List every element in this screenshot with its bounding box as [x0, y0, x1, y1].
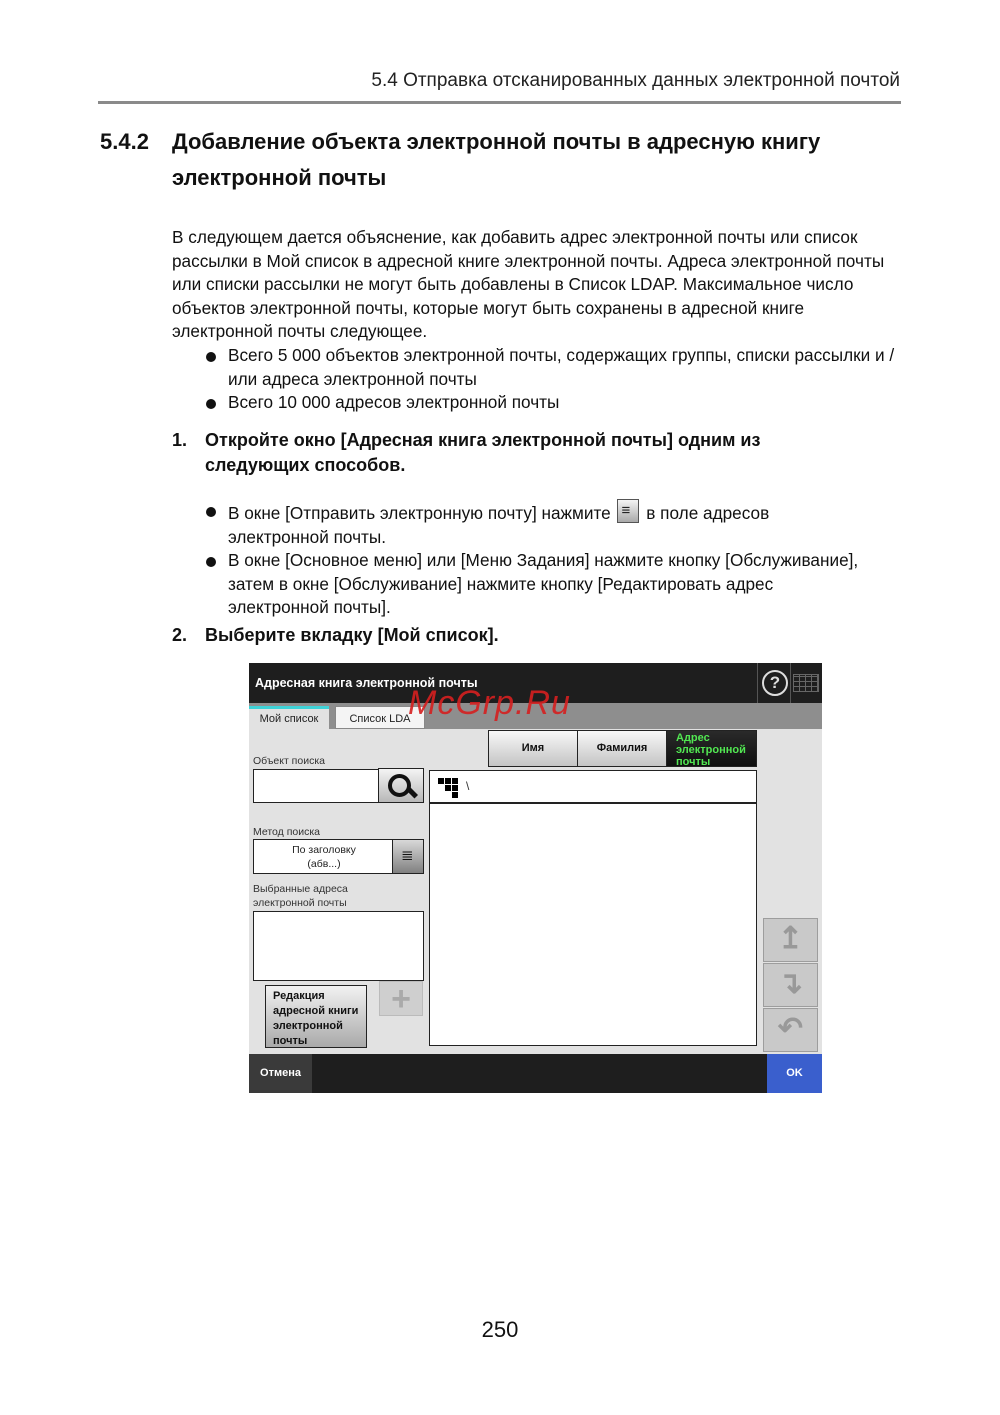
add-button[interactable] — [379, 981, 423, 1016]
move-up-icon: ↥ — [777, 922, 804, 955]
keyboard-button[interactable] — [790, 663, 822, 703]
sort-by-first-name-button[interactable]: Имя — [488, 730, 578, 767]
method-value-line1: По заголовку — [292, 844, 356, 856]
list-dropdown-icon — [617, 499, 639, 523]
intro-block — [172, 226, 902, 415]
section-title: Добавление объекта электронной почты в адресную книгу электронной почты — [172, 129, 821, 190]
window-title: Адресная книга электронной почты — [255, 676, 478, 690]
bullet-icon — [206, 399, 216, 409]
method-label: Метод поиска — [253, 826, 321, 838]
search-label: Объект поиска — [253, 755, 325, 767]
list-item — [172, 499, 872, 549]
bullet-icon — [206, 352, 216, 362]
step-text: Выберите вкладку [Мой список]. — [205, 625, 499, 645]
plus-icon: + — [391, 980, 411, 1018]
selected-addresses-list[interactable] — [253, 911, 424, 981]
list-dropdown-icon: ≣ — [401, 847, 414, 864]
edit-address-book-button[interactable]: Редакция адресной книги электронной почты — [265, 985, 367, 1048]
step-number: 1. — [172, 430, 188, 450]
list-item — [172, 549, 872, 620]
method-value-line2: (абв...) — [307, 858, 341, 870]
bullet-text: В окне [Отправить электронную почту] нажмите — [228, 503, 611, 523]
bullet-text: В окне [Основное меню] или [Меню Задания] нажмите кнопку [Обслуживание], затем в окне [Обслуживание] нажмите кнопку [Редактировать адрес электронной почты]. — [228, 550, 859, 618]
address-book-window — [249, 663, 822, 1093]
sort-by-last-name-button[interactable]: Фамилия — [577, 730, 667, 767]
step-1-methods — [172, 499, 872, 620]
selected-addresses-label — [253, 882, 348, 910]
step-2 — [172, 623, 872, 648]
header-divider — [98, 101, 901, 104]
step-text: Откройте окно [Адресная книга электронной почты] одним из следующих способов. — [205, 430, 761, 475]
watermark: McGrp.Ru — [408, 684, 571, 722]
section-number: 5.4.2 — [100, 129, 149, 154]
bullet-text: Всего 10 000 адресов электронной почты — [228, 392, 560, 413]
move-down-icon: ↴ — [777, 967, 804, 1000]
tab-ldap-list[interactable]: Список LDA — [335, 706, 425, 729]
magnifier-icon — [388, 774, 411, 797]
list-item — [172, 391, 902, 415]
methods-list — [172, 499, 872, 620]
dropdown-button[interactable] — [392, 840, 423, 873]
keyboard-icon — [793, 674, 819, 692]
step-number: 2. — [172, 625, 188, 645]
search-button[interactable] — [378, 768, 424, 803]
help-button[interactable] — [757, 663, 791, 703]
back-button[interactable] — [763, 1008, 818, 1052]
window-footer — [249, 1054, 822, 1093]
sort-by-email-button[interactable]: Адрес электронной почты — [666, 730, 757, 767]
cancel-button[interactable]: Отмена — [249, 1054, 312, 1093]
folder-path: \ — [466, 779, 470, 793]
question-circle-icon: ? — [762, 670, 788, 696]
bullet-text: Всего 5 000 объектов электронной почты, содержащих группы, списки рассылки и / или адреса электронной почты — [228, 344, 895, 389]
magnifier-handle — [406, 786, 418, 798]
move-down-button[interactable] — [763, 963, 818, 1007]
search-method-select[interactable] — [253, 839, 424, 874]
running-header: 5.4 Отправка отсканированных данных электронной почтой — [371, 70, 900, 91]
section-heading — [100, 124, 900, 196]
label-line2: электронной почты — [253, 897, 347, 909]
label-line1: Выбранные адреса — [253, 883, 348, 895]
folder-path-bar — [429, 770, 757, 803]
method-value — [254, 843, 394, 871]
ok-button[interactable]: OK — [767, 1054, 822, 1093]
search-input[interactable] — [253, 769, 379, 803]
limits-list — [172, 344, 902, 415]
step-1 — [172, 428, 872, 478]
intro-paragraph: В следующем дается объяснение, как добавить адрес электронной почты или список рассылки в Мой список в адресной книге электронной почты. Адреса электронной почты или списки рассылки не могут быть добавлены в Список LDAP. Максимальное число объектов электронной почты, которые могут быть сохранены в адресной книге электронной почты следующее. — [172, 227, 885, 342]
folder-tree-icon — [438, 778, 460, 798]
list-item — [172, 344, 902, 391]
move-up-button[interactable] — [763, 918, 818, 962]
bullet-text: в поле адресов электронной почты. — [228, 503, 770, 547]
bullet-icon — [206, 557, 216, 567]
back-icon: ↶ — [777, 1012, 804, 1045]
page-number: 250 — [481, 1317, 519, 1342]
tab-my-list[interactable]: Мой список — [249, 706, 329, 729]
address-list[interactable] — [429, 803, 757, 1046]
bullet-icon — [206, 507, 216, 517]
